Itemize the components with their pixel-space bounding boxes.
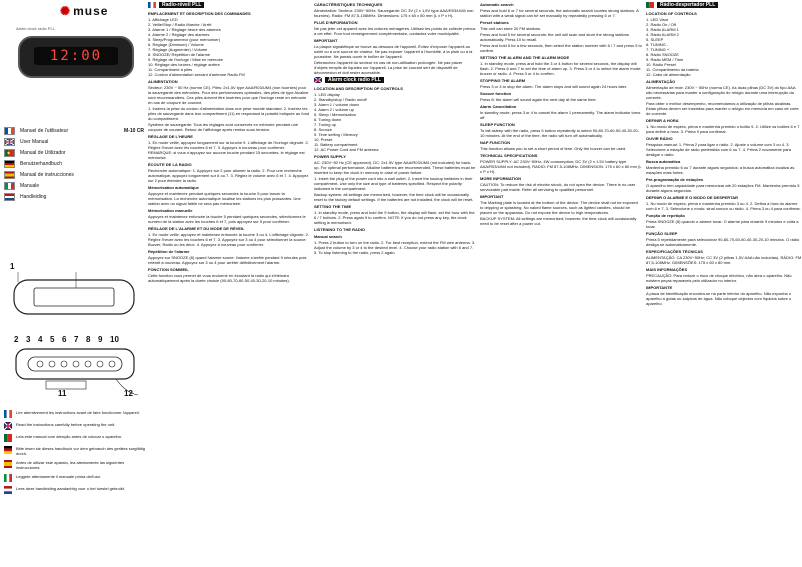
callout-number: 11 [58, 389, 67, 398]
spain-flag-icon [4, 460, 12, 468]
french-section: Radio-réveil PLL EMPLACEMENT ET DESCRIPTION DES COMMANDES 1. Affichage LED 2. Veille/Stop / Radio Marche / Arrêt 3. Alarme 1 / Réglage heure des alarmes 4. Alarme 2 / Réglage des alarmes 5. Sleep/Programmeur (pour mémoriser) 6. Réglage (Diminuer) / Volume 7. Réglage (Augmenter) / Volume 8. SNOOZE/ Répétition de l'alarme 9. Réglage de l'horloge / Mise en mémoire 10. Réglage des heures / réglage arrière 11. Compartiment à piles 12. Cordon d'alimentation servant d'antenne Radio FM ALIMENTATION Secteur: 230V ~ 50 Hz (norme CE). Piles: 2x1,5V type AAA/R03/UM4 (non fournies) pour la sauvegarde des mémoires. Pour des performances optimales, des piles de type Alcaline sont recommandées. Ces piles doivent être insérées pour que l'horloge reste en mémoire en cas de coupure de courant. 1. Insérez la prise du cordon d'alimentation dans une prise murale standard. 2. Insérez les piles de sauvegarde dans leur compartiment (11) en respectant la polarité indiquée au fond du compartiment. Système de sauvegarde: Tous les réglages sont conservés en mémoire pendant une coupure de courant. Retour de l'affichage après remise sous tension. RÉGLAGE DE L'HEURE 1. En mode veille, appuyez longuement sur la touche 9. L'affichage de l'horloge clignote. 2. Réglez l'heure avec les touches 6 et 7. 3. Appuyez à nouveau pour confirmer. REMARQUE: si vous n'appuyez sur aucune touche pendant 15 secondes, le réglage est mémorisé. ÉCOUTE DE LA RADIO Recherche automatique: 1. Appuyez sur 2 pour allumer la radio. 2. Pour une recherche automatique, appuyez longuement sur 6 ou 7. 3. Réglez le volume avec 6 et 7. 4. Appuyez sur 2 pour éteindre la radio. Mémorisation automatique Appuyez et maintenez pendant quelques secondes la touche 5 pour lancer la mémorisation. La recherche automatique localise les stations les plus puissantes. Une station avec un signal faible ne sera pas mémorisée. Mémorisation manuelle Appuyez et maintenez enfoncée la touche 5 pendant quelques secondes, sélectionnez le numéro de la station avec les touches 6 et 7, puis appuyez sur 5 pour confirmer. RÉGLAGE DE L'ALARME ET DU MODE DE RÉVEIL 1. En mode veille, appuyez et maintenez enfoncée la touche 3 ou 4. L'affichage clignote. 2. Réglez l'heure avec les touches 6 et 7. 3. Appuyez sur 3 ou 4 pour sélectionner la source: Buzzer, Radio ou les deux. 4. Appuyez à nouveau pour confirmer. Répétition de l'alarme Appuyez sur SNOOZE (8) quand l'alarme sonne: l'alarme s'arrête pendant 9 minutes puis retentit à nouveau. Appuyez sur 3 ou 4 pour arrêter définitivement l'alarme. FONCTION SOMMEIL Cette fonction vous permet de vous endormir en écoutant la radio qui s'éteindra automatiquement après la durée choisie (90-80-70-60-50-40-30-20-10 minutes). [148, 2, 310, 283]
callout-number: 5 [50, 335, 55, 344]
language-item: Manuale [4, 181, 144, 191]
portuguese-russian-section: Rádio-despertador PLL LOCATION OF CONTROLS 1. LED Visor 2. Rádio On / Off 3. Rádio ALARM 1 4. Rádio ALARM 2 5. SLEEP 6. TUNING - 7. TUNING + 8. Rádio SNOOZE 9. Rádio MEM / Time 10. Rádio Preset 11. Compartimento da bateria 12. Cabo de alimentação ALIMENTAÇÃO Alimentação de rede: 230V ~ 50Hz (norma CE). As duas pilhas (DC 3V) do tipo AAA são necessárias para manter a configuração do relógio durante uma interrupção da corrente. Para obter o melhor desempenho, recomendamos a utilização de pilhas alcalinas. Estas pilhas devem ser inseridas para manter o relógio em memória em caso de corte de corrente. DEFINIR A HORA 1. No modo de espera, prima e mantenha premido o botão 9. 2. Utilize os botões 6 e 7 para definir a hora. 3. Prima 9 para confirmar. OUVIR RÁDIO Pesquisa manual: 1. Prima 2 para ligar o rádio. 2. Ajuste o volume com 3 ou 4. 3. Seleccione a estação de rádio pretendida com 6 ou 7. 4. Prima 2 novamente para desligar o rádio. Busca automática Mantenha premido 6 ou 7 durante alguns segundos: a busca automática localiza as estações mais fortes. Pré-programação de estações O aparelho tem capacidade para memorizar até 20 estações FM. Mantenha premido 5 durante alguns segundos. DEFINIR O ALARME E O MODO DE DESPERTAR 1. No modo de espera, prima e mantenha premido 3 ou 4. 2. Defina a hora do alarme com 6 e 7. 3. Seleccione o modo: sinal sonoro ou rádio. 4. Prima 3 ou 4 para confirmar. Função de repetição Prima SNOOZE (8) quando o alarme tocar. O alarme pára durante 9 minutos e volta a tocar. FUNÇÃO SLEEP Prima 5 repetidamente para seleccionar 90-80-70-60-50-40-30-20-10 minutos. O rádio desliga-se automaticamente. ESPECIFICAÇÕES TÉCNICAS ALIMENTAÇÃO: CA 230V~50Hz; CC 3V (2 pilhas 1,5V AAA não incluídas). RÁDIO: FM 87,5-108MHz. DIMENSÕES: 175 x 60 x 80 mm. MAIS INFORMAÇÕES PRECAUÇÃO: Para reduzir o risco de choque eléctrico, não abra o aparelho. Não existem peças reparáveis pelo utilizador no interior. IMPORTANTE A placa de identificação encontra-se na parte inferior do aparelho. Não exponha o aparelho a gotas ou salpicos de água. Não coloque objectos com líquidos sobre o aparelho. [646, 2, 802, 306]
warning-item: Bitte lesen sie dieses handbuch vor dem gebrauch des gerätes sorgfältig durch. [4, 446, 146, 456]
language-list [4, 126, 144, 203]
callout-number: 9 [98, 335, 103, 344]
france-flag-icon [4, 127, 15, 135]
section-header: Radio-réveil PLL [148, 2, 310, 8]
front-view-illustration [6, 262, 144, 322]
uk-flag-icon [314, 77, 322, 83]
uk-flag-icon [4, 422, 12, 430]
callout-number: 6 [62, 335, 67, 344]
read-instructions-warnings [4, 410, 146, 498]
callout-number: 2 [14, 335, 19, 344]
section-header: Alarm clock radio PLL [314, 77, 476, 83]
callout-number: 10 [110, 335, 119, 344]
callout-number: 7 [74, 335, 79, 344]
uk-flag-icon [4, 138, 15, 146]
callout-number: 12 [124, 389, 133, 398]
portugal-flag-icon [646, 2, 654, 8]
language-item: Manual de instrucciones [4, 170, 144, 180]
clock-illustration [18, 36, 134, 78]
cover-tagline: Alarm clock radio PLL [16, 26, 55, 31]
portugal-flag-icon [4, 434, 12, 442]
portugal-flag-icon [4, 149, 15, 157]
language-item: Handleiding [4, 192, 144, 202]
model-number: M-10 CR [123, 128, 144, 134]
front-view-diagram [6, 262, 144, 322]
english-continued-section: Automatic search Press and hold 6 or 7 for several seconds, the automatic search locates strong stations. A station with a weak signal can be set manually by repeatedly pressing 6 or 7. Preset stations This unit can store 20 FM stations. Press and hold 5 for several seconds: the unit will scan and store the strong stations automatically. Press 10 to recall. Press and hold 5 for a few seconds, then select the station number with 6 / 7 and press 5 to confirm. SETTING THE ALARM AND THE ALARM MODE 1. In standby mode, press and hold the 3 or 4 button for several seconds, the display will flash. 2. Press 6 and 7 to set the time of alarm up. 3. Press 3 or 4 to select the alarm mode: buzzer or radio. 4. Press 3 or 4 to confirm. STOPPING THE ALARM Press 3 or 4 to stop the alarm. The alarm stops and will sound again 24 hours later. Snooze function Press 8: the alarm will sound again the next day at the same time. Alarm Cancellation In standby mode, press 3 or 4 to cancel the alarm 1 permanently. The alarm indicator turns off. SLEEP FUNCTION To fall asleep with the radio, press 5 button repeatedly to select 90-80-70-60-50-40-30-20-10 minutes. At the end of the time, the radio will turn off automatically. NAP FUNCTION This function allows you to set a short period of time. Only the buzzer can be used. TECHNICAL SPECIFICATIONS POWER SUPPLY: AC 230V~50Hz, 4W consumption; DC 3V (2 x 1.5V battery type AAA/R03/UM4 not included). RADIO: FM 87.5-108MHz. DIMENSION: 175 x 60 x 80 mm (L x P x H). MORE INFORMATION CAUTION: To reduce the risk of electric shock, do not open the device. There is no user serviceable part inside. Refer all servicing to qualified personnel. IMPORTANT The Marking plate is located at the bottom of the device. The device shall not be exposed to dripping or splashing. No naked flame sources, such as lighted candles, should be placed on the apparatus. Do not expose the device to high temperatures. BACKUP SYSTEM: All settings are memorised; however, the time clock will occasionally need to be reset after a power cut. [480, 2, 642, 226]
brand-logo: ✺ muse [60, 4, 109, 18]
callout-number: 8 [86, 335, 91, 344]
section-header: Rádio-despertador PLL [646, 2, 802, 8]
callout-number: 1 [10, 262, 15, 271]
netherlands-flag-icon [4, 193, 15, 201]
callout-number: 3 [26, 335, 31, 344]
clock-display: 12:00 [34, 47, 118, 65]
callout-number: 4 [38, 335, 43, 344]
english-section: CARACTÉRISTIQUES TECHNIQUES Alimentation: Secteur: 230V~50Hz; Sauvegarde: DC 3V (2 x 1,5V type AAA/R03/UM4 non fournies). Radio: FM 87,5-108MHz. Dimensions: 175 x 60 x 80 mm (L x P x H). PLUS D'INFORMATION Ne pas jeter cet appareil avec les ordures ménagères. Utilisez les points de collecte prévus à cet effet. Pour tout renseignement complémentaire, contactez votre municipalité. IMPORTANT La plaque signalétique se trouve au-dessous de l'appareil. Évitez d'exposer l'appareil au soleil ou à une source de chaleur. Ne pas exposer l'appareil à l'humidité, à la pluie ou à la poussière. Ne jamais ouvrir le boîtier de l'appareil. Débranchez l'appareil du secteur en cas de non-utilisation prolongée. Ne pas placer d'objets remplis de liquides sur l'appareil. La prise de courant sert de dispositif de déconnexion et doit rester accessible. Alarm clock radio PLL LOCATION AND DESCRIPTION OF CONTROLS 1. LED display 2. Standby/stop / Radio on/off 3. Alarm 1 / volume down 4. Alarm 2 / volume up 5. Sleep / Memorisation 6. Tuning down 7. Tuning up 8. Snooze 9. Time setting / Memory 10. Preset 11. Battery compartment 12. AC Power Cord and FM antenna POWER SUPPLY AC: 230V~50 Hz (CE approved). DC: 2x1.5V type AAA/R03/UM4 (not included) for back-up. For optimal performance, Alkaline batteries are recommended. These batteries must be inserted to keep the clock in memory in case of power failure. 1. Insert the plug of the power cord into a wall outlet. 2. Insert the backup batteries in their compartment. Use only the size and type of batteries specified. Respect the polarity indicated in the compartment. Backup system: all settings are memorized, however, the time clock will be occasionally reset to the factory default settings. If the batteries are not installed, the clock will be reset. SETTING THE TIME 1. In standby mode, press and hold the 9 button, the display will flash, set the hour with the 6 / 7 buttons. 2. Press again 9 to confirm. NOTE: if you do not press any key, the clock setting is memorised. LISTENING TO THE RADIO Manual search 1. Press 2 button to turn on the radio. 2. For best reception, extend the FM wire antenna. 3. Adjust the volume by 3 or 4 to the desired level. 4. Choose your radio station with 6 and 7. 5. To stop listening to the radio, press 2 again. [314, 2, 476, 255]
warning-item: Lees deze handleiding aandachtig voor u het toestel gebruikt. [4, 486, 146, 494]
france-flag-icon [148, 2, 156, 8]
france-flag-icon [4, 410, 12, 418]
warning-item: Lire attentivement les instructions avant de faire fonctionner l'appareil. [4, 410, 146, 418]
language-item: Manuel de l'utilisateur M-10 CR [4, 126, 144, 136]
warning-item: Antes de utilizar este aparato, lea atentamente las siguientes instrucciones. [4, 460, 146, 470]
netherlands-flag-icon [4, 486, 12, 494]
language-item: Benutzerhandbuch [4, 159, 144, 169]
italy-flag-icon [4, 474, 12, 482]
warning-item: Leia este manual com atenção antes de colocar o aparelho. [4, 434, 146, 442]
germany-flag-icon [4, 446, 12, 454]
italy-flag-icon [4, 182, 15, 190]
germany-flag-icon [4, 160, 15, 168]
warning-item: Read the instructions carefully before operating the unit. [4, 422, 146, 430]
top-view-diagram [6, 335, 144, 399]
cover-column [0, 0, 148, 567]
language-item: Manual de Utilizador [4, 148, 144, 158]
spain-flag-icon [4, 171, 15, 179]
language-item: User Manual [4, 137, 144, 147]
warning-item: Leggete attentamente il manuale prima dell'uso. [4, 474, 146, 482]
